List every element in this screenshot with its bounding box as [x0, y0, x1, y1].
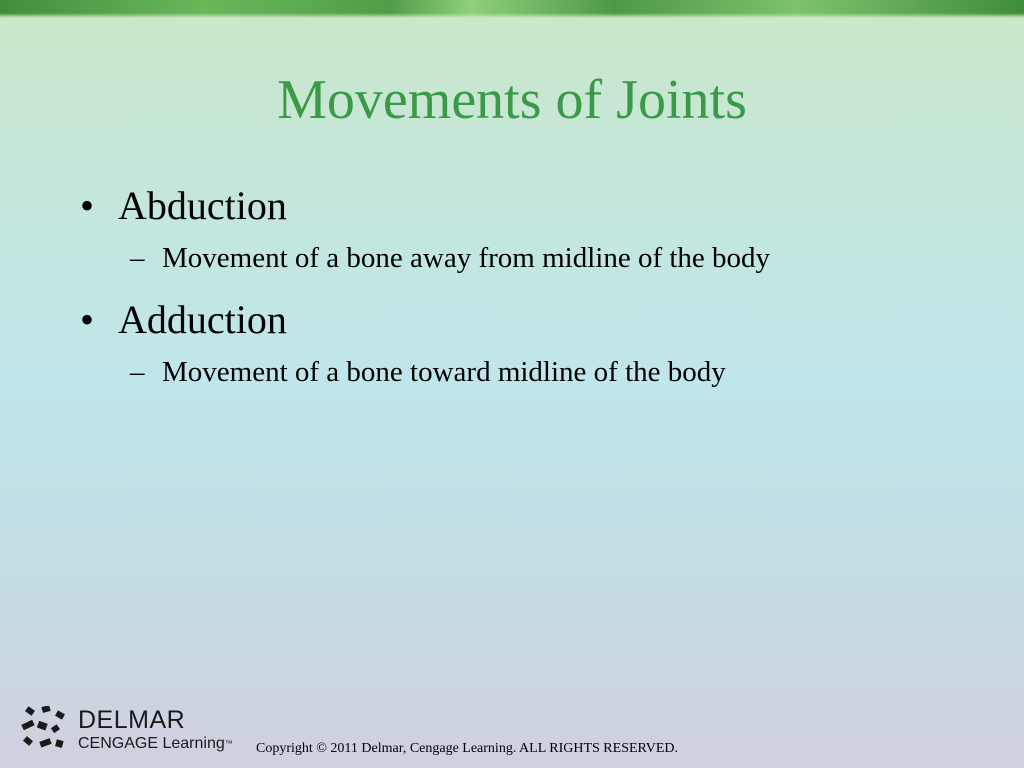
sub-bullet-glyph: – — [130, 242, 145, 274]
bullet-text-adduction: Adduction — [118, 297, 287, 342]
slide-content — [80, 182, 980, 410]
sub-bullet-text-adduction: Movement of a bone toward midline of the body — [162, 356, 726, 388]
brand-name-cengage-text: CENGAGE Learning — [78, 735, 225, 752]
bullet-item — [80, 182, 980, 230]
top-accent-band — [0, 0, 1024, 18]
sub-bullet-text-abduction: Movement of a bone away from midline of the body — [162, 242, 771, 274]
bullet-text-abduction: Abduction — [118, 183, 287, 228]
brand-name-cengage — [78, 735, 233, 753]
delmar-cengage-logo — [20, 706, 250, 756]
bullet-glyph: • — [80, 183, 95, 228]
sub-bullet-item — [80, 354, 980, 390]
bullet-glyph: • — [80, 297, 95, 342]
sub-bullet-item — [80, 240, 980, 276]
copyright-notice: Copyright © 2011 Delmar, Cengage Learning. ALL RIGHTS RESERVED. — [256, 741, 679, 756]
bullet-item — [80, 296, 980, 344]
trademark-symbol: ™ — [224, 739, 233, 748]
brand-name-delmar: DELMAR — [78, 706, 186, 734]
slide-title: Movements of Joints — [277, 69, 747, 131]
cengage-burst-icon — [20, 706, 70, 754]
sub-bullet-glyph: – — [130, 356, 145, 388]
